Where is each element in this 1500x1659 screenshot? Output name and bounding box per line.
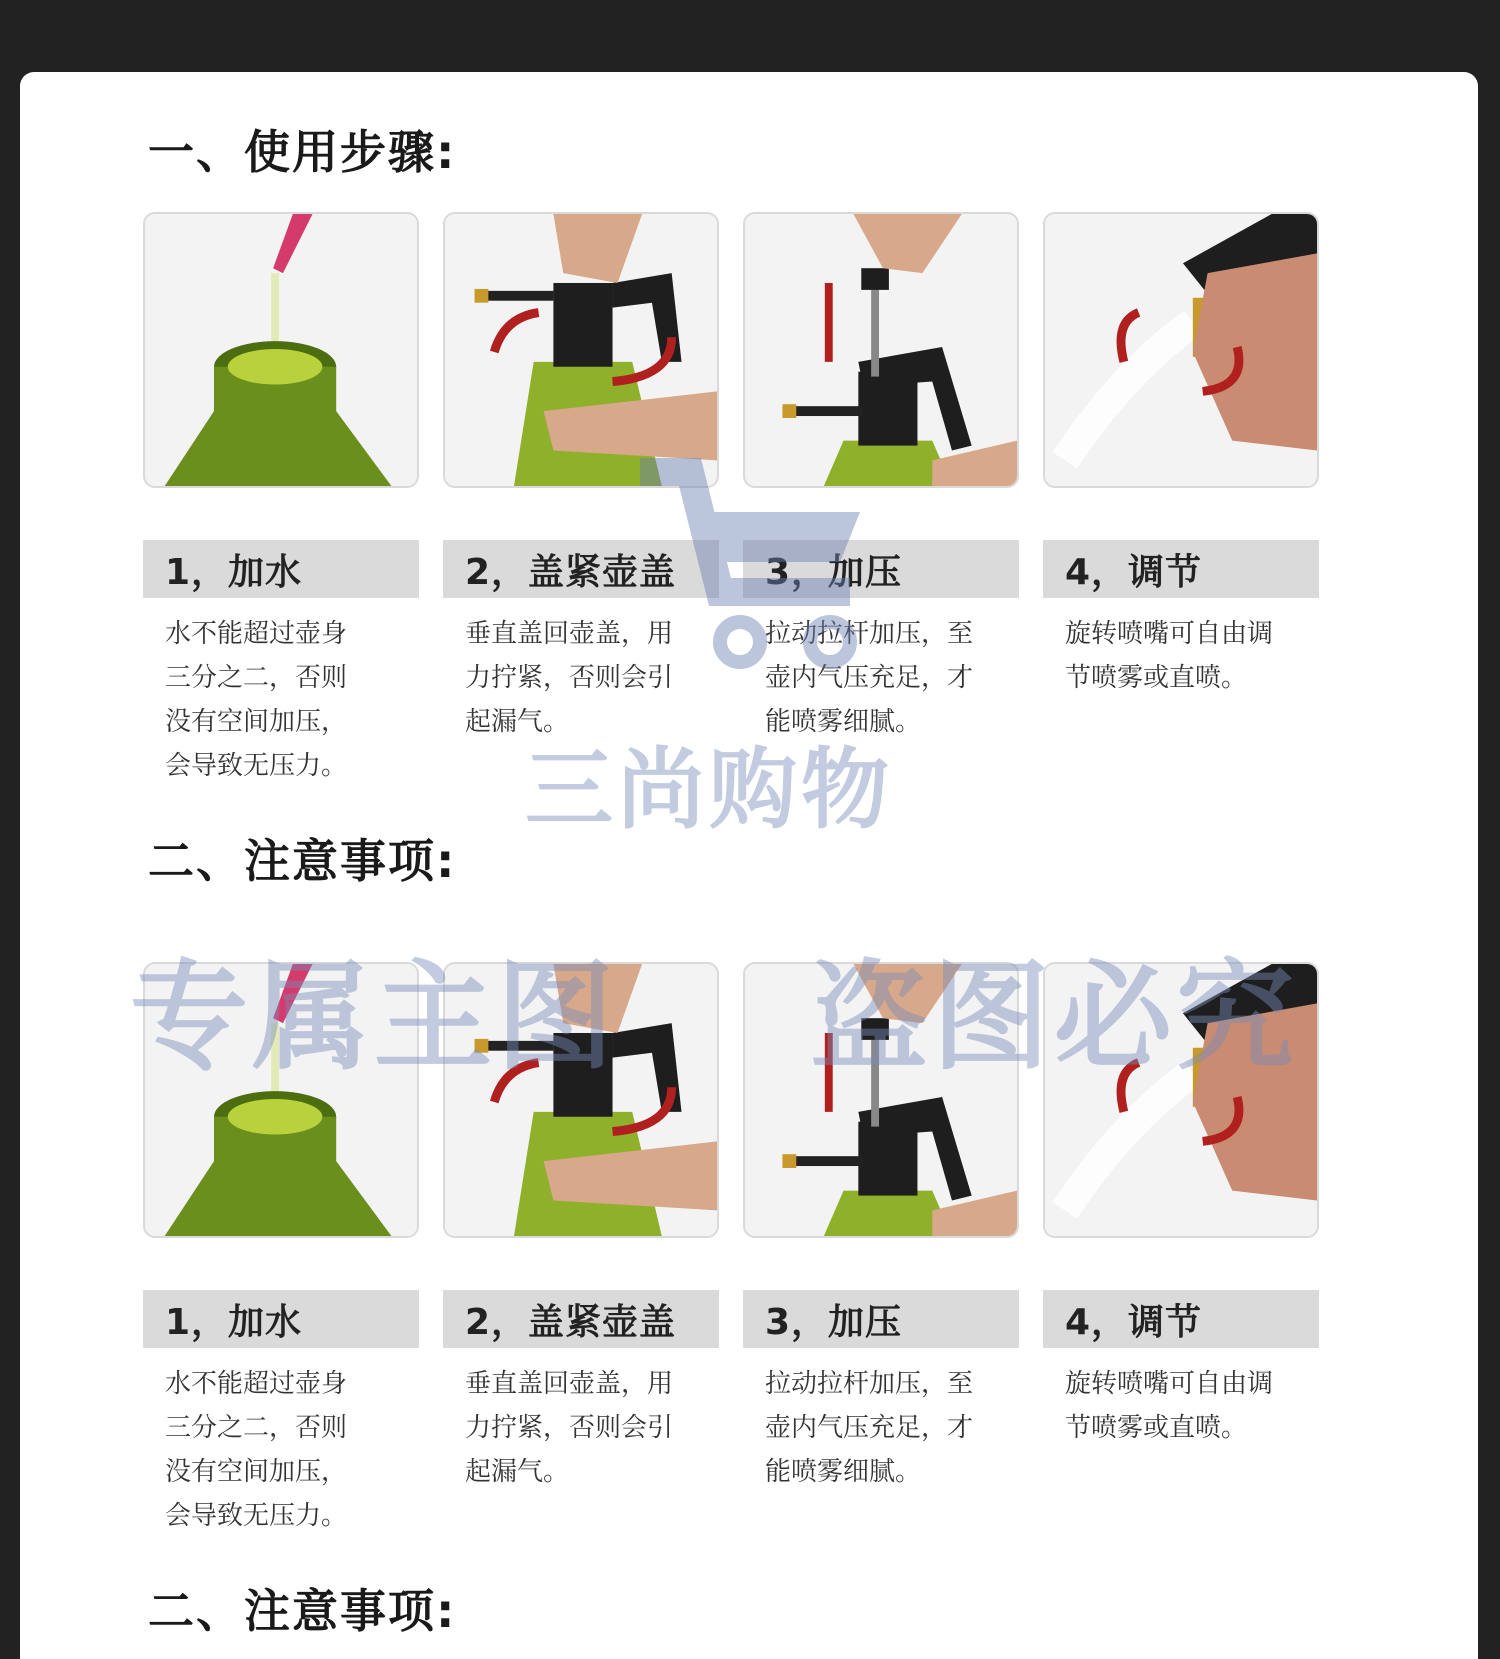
step-2-photo-tighten-cap [443,962,719,1238]
desc-line: 没有空间加压， [165,707,348,737]
notes-heading: 二、注意事项: [148,834,457,888]
desc-line: 能喷雾细腻。 [765,707,922,737]
desc-line: 会导致无压力。 [165,1501,348,1531]
step-1-photo-fill-water [143,962,419,1238]
step-4-label: 4，调节 [1043,1290,1319,1348]
desc-line: 拉动拉杆加压，至 [765,1369,974,1399]
brand-watermark: 三尚购物 [525,738,894,841]
desc-line: 壶内气压充足，才 [765,1413,974,1443]
desc-line: 水不能超过壶身 [165,1369,348,1399]
step-4-photo-adjust-nozzle [1043,962,1319,1238]
desc-line: 节喷雾或直喷。 [1065,1413,1248,1443]
product-instruction-card [20,72,1478,1659]
desc-line: 能喷雾细腻。 [765,1457,922,1487]
step-1-photo-fill-water [143,212,419,488]
desc-line: 垂直盖回壶盖，用 [465,619,674,649]
step-3-label: 3，加压 [743,1290,1019,1348]
desc-line: 水不能超过壶身 [165,619,348,649]
step-2-description [465,1362,702,1538]
step-descriptions [165,1362,1302,1538]
desc-line: 起漏气。 [465,707,570,737]
step-2-label: 2，盖紧壶盖 [443,1290,719,1348]
desc-line: 壶内气压充足，才 [765,663,974,693]
step-1-description [165,1362,402,1538]
desc-line: 力拧紧，否则会引 [465,663,674,693]
step-2-label: 2，盖紧壶盖 [443,540,719,598]
exclusive-image-watermark: 专属主图 [130,948,619,1086]
step-labels [143,1290,1319,1348]
anti-theft-watermark: 盗图必究 [810,948,1299,1086]
desc-line: 三分之二，否则 [165,663,348,693]
desc-line: 力拧紧，否则会引 [465,1413,674,1443]
desc-line: 节喷雾或直喷。 [1065,663,1248,693]
top-bar [0,0,1500,72]
desc-line: 旋转喷嘴可自由调 [1065,619,1274,649]
desc-line: 起漏气。 [465,1457,570,1487]
step-1-label: 1，加水 [143,1290,419,1348]
step-3-label: 3，加压 [743,540,1019,598]
usage-steps-heading: 一、使用步骤: [148,125,457,179]
desc-line: 拉动拉杆加压，至 [765,619,974,649]
step-1-description [165,612,402,788]
notes-heading: 二、注意事项: [148,1584,457,1638]
desc-line: 会导致无压力。 [165,751,348,781]
desc-line: 垂直盖回壶盖，用 [465,1369,674,1399]
desc-line: 旋转喷嘴可自由调 [1065,1369,1274,1399]
desc-line: 三分之二，否则 [165,1413,348,1443]
step-3-photo-pressurize [743,962,1019,1238]
step-4-description [1065,612,1302,788]
step-4-description [1065,1362,1302,1538]
step-photos [143,962,1319,1238]
cart-watermark-icon [630,442,890,702]
step-1-label: 1，加水 [143,540,419,598]
step-4-photo-adjust-nozzle [1043,212,1319,488]
step-3-description [765,1362,1002,1538]
desc-line: 没有空间加压， [165,1457,348,1487]
step-4-label: 4，调节 [1043,540,1319,598]
